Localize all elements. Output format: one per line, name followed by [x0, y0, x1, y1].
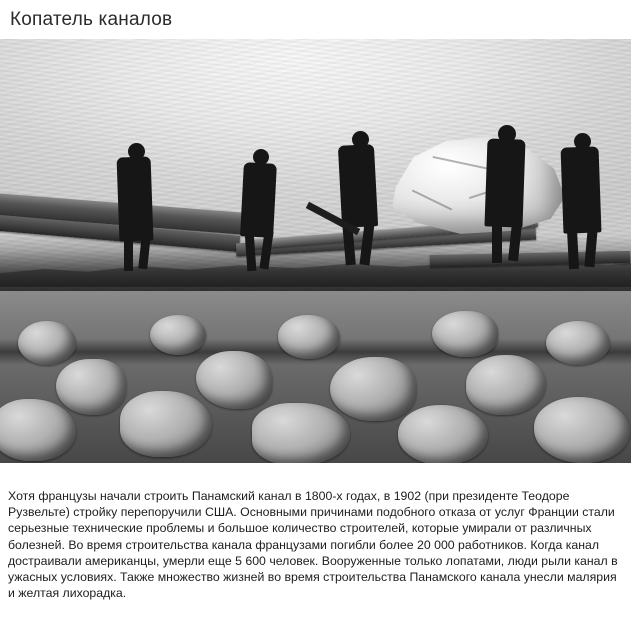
rock-14: [150, 315, 206, 355]
worker-body-4: [484, 138, 525, 227]
rock-6: [330, 357, 416, 421]
rock-5: [252, 403, 350, 463]
rock-11: [278, 315, 340, 359]
photo-figure: [0, 39, 631, 463]
worker-body-2: [240, 162, 277, 238]
worker-leg-1a: [124, 235, 133, 271]
caption-block: [0, 482, 631, 609]
rock-10: [18, 321, 76, 365]
worker-body-5: [561, 146, 602, 233]
caption-text: Хотя французы начали строить Панамский канал в 1800-х годах, в 1902 (при президенте Теодоре Рузвельте) стройку перепоручили США. Основными причинами подобного отказа от услуг Франции стали серьезные технические проблемы и большое количество строителей, которые умирали от различных болезней. Во время строительства канала французами погибли более 20 000 работников. Когда канал достраивали американцы, умерли еще 5 600 человек. Вооруженные только лопатами, люди рыли канал в ужасных условиях. Также множество жизней во время строительства Панамского канала унесли малярия и желтая лихорадка.: [8, 489, 618, 601]
worker-leg-5a: [567, 229, 579, 269]
worker-leg-4a: [492, 223, 502, 263]
worker-body-1: [117, 156, 154, 241]
worker-body-3: [338, 144, 378, 228]
rock-3: [120, 391, 212, 457]
rock-12: [432, 311, 498, 357]
rock-7: [398, 405, 488, 463]
rock-4: [196, 351, 272, 409]
rock-9: [534, 397, 630, 463]
page-title: Копатель каналов: [10, 9, 173, 30]
photo-canvas: [0, 39, 631, 463]
rock-13: [546, 321, 610, 365]
rock-2: [56, 359, 126, 415]
